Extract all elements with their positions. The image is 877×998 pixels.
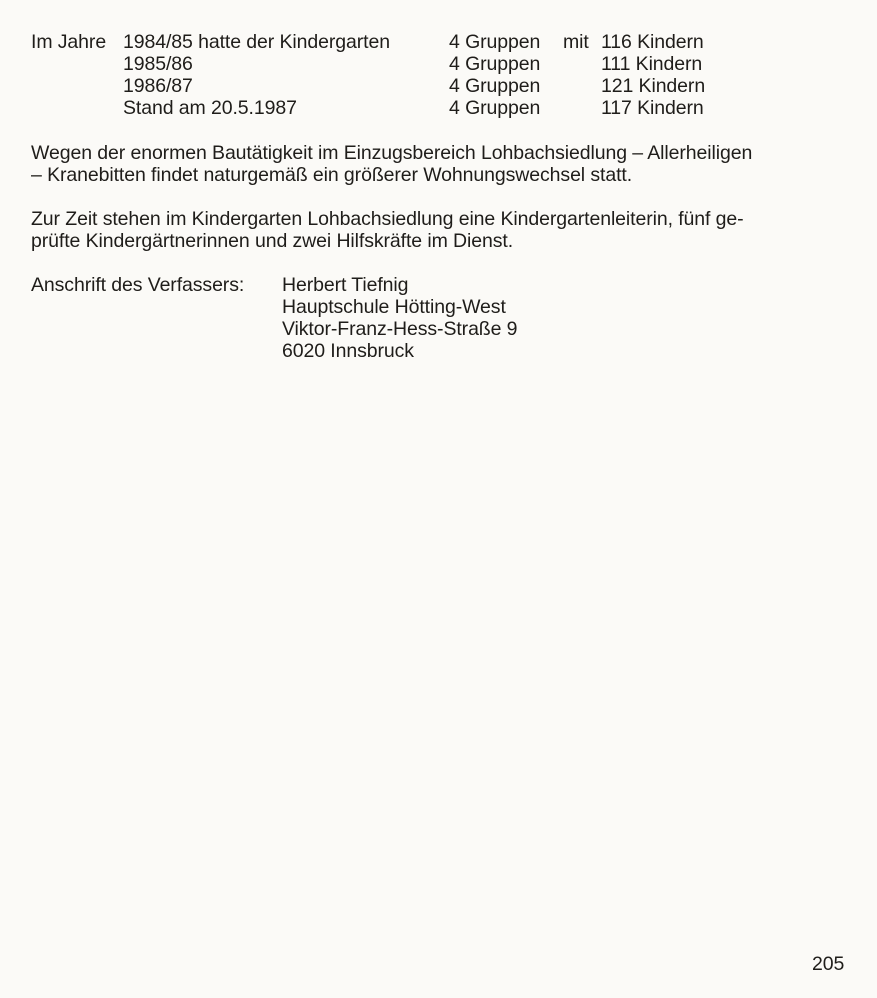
paragraph-line: prüfte Kindergärtnerinnen und zwei Hilfskräfte im Dienst. (31, 230, 514, 252)
paragraph-line: Wegen der enormen Bautätigkeit im Einzugsbereich Lohbachsiedlung – Allerheiligen (31, 142, 753, 164)
paragraph-line: – Kranebitten findet naturgemäß ein größerer Wohnungswechsel statt. (31, 164, 633, 186)
address-name: Herbert Tiefnig (282, 274, 409, 296)
stats-row (31, 31, 791, 53)
address-lines (282, 274, 517, 362)
stats-period: 1985/86 (123, 53, 193, 75)
address-street: Viktor-Franz-Hess-Straße 9 (282, 318, 518, 340)
paragraph-line: Zur Zeit stehen im Kindergarten Lohbachsiedlung eine Kindergartenleiterin, fünf ge- (31, 208, 744, 230)
paragraph-housing (31, 142, 851, 186)
stats-row (31, 97, 791, 119)
stats-period: Stand am 20.5.1987 (123, 97, 297, 119)
stats-mit: mit (563, 31, 589, 53)
address-city: 6020 Innsbruck (282, 340, 414, 362)
address-label: Anschrift des Verfassers: (31, 274, 245, 296)
stats-lead: Im Jahre (31, 31, 107, 53)
stats-period: 1986/87 (123, 75, 193, 97)
stats-row (31, 53, 791, 75)
stats-groups: 4 Gruppen (449, 97, 541, 119)
stats-row (31, 75, 791, 97)
address-institution: Hauptschule Hötting-West (282, 296, 506, 318)
stats-children: 117 Kindern (601, 97, 704, 119)
kindergarten-statistics (31, 31, 791, 119)
stats-groups: 4 Gruppen (449, 75, 541, 97)
stats-groups: 4 Gruppen (449, 53, 541, 75)
page-number: 205 (812, 953, 845, 975)
stats-children: 121 Kindern (601, 75, 706, 97)
stats-period: 1984/85 hatte der Kindergarten (123, 31, 390, 53)
stats-groups: 4 Gruppen (449, 31, 541, 53)
stats-children: 111 Kindern (601, 53, 703, 75)
paragraph-staff (31, 208, 851, 252)
stats-children: 116 Kindern (601, 31, 704, 53)
